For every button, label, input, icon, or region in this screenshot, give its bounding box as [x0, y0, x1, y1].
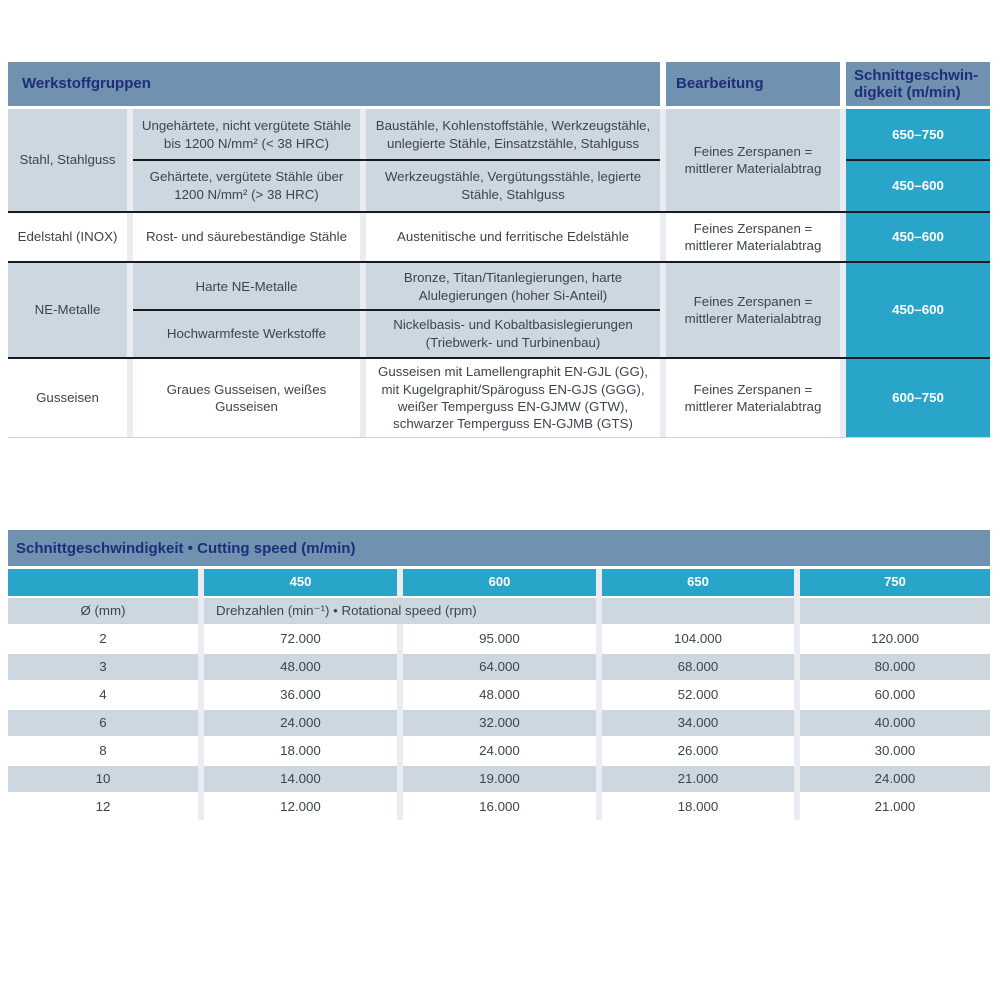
rpm-value: 40.000: [800, 710, 990, 736]
examples: Baustähle, Kohlenstoffstähle, Werkzeugstähle, unlegierte Stähle, Einsatzstähle, Stahlguss: [366, 109, 660, 160]
rpm-value: 30.000: [800, 738, 990, 764]
cutting-speed-table: [8, 530, 990, 820]
speed-value: 600–750: [846, 359, 990, 437]
table-row: [8, 766, 990, 792]
subgroup: Harte NE-Metalle: [133, 263, 360, 310]
speed-value: 450–600: [846, 160, 990, 211]
spacer-cell: [8, 569, 198, 596]
diameter-value: 2: [8, 626, 198, 652]
rpm-label: Drehzahlen (min⁻¹) • Rotational speed (rpm): [204, 598, 596, 624]
speed-column-650: 650: [602, 569, 794, 596]
speed-column-450: 450: [204, 569, 397, 596]
examples: Werkzeugstähle, Vergütungsstähle, legierte Stähle, Stahlguss: [366, 160, 660, 211]
diameter-value: 6: [8, 710, 198, 736]
rpm-value: 14.000: [204, 766, 397, 792]
rpm-value: 12.000: [204, 794, 397, 820]
rpm-value: 21.000: [602, 766, 794, 792]
subgroup: Hochwarmfeste Werkstoffe: [133, 310, 360, 357]
diameter-value: 4: [8, 682, 198, 708]
table-row: [8, 682, 990, 708]
rpm-value: 36.000: [204, 682, 397, 708]
rpm-value: 80.000: [800, 654, 990, 680]
processing: Feines Zerspanen = mittlerer Materialabtrag: [666, 213, 840, 261]
group-edelstahl: [8, 211, 990, 261]
rpm-value: 24.000: [204, 710, 397, 736]
rpm-label-row: [8, 598, 990, 624]
speed-column-750: 750: [800, 569, 990, 596]
table-row: [8, 710, 990, 736]
group-name: Edelstahl (INOX): [8, 213, 127, 261]
rpm-value: 32.000: [403, 710, 596, 736]
speed-column-600: 600: [403, 569, 596, 596]
processing: Feines Zerspanen = mittlerer Materialabtrag: [666, 263, 840, 357]
table-row: [8, 654, 990, 680]
rpm-value: 16.000: [403, 794, 596, 820]
subgroup: Ungehärtete, nicht vergütete Stähle bis 1200 N/mm² (< 38 HRC): [133, 109, 360, 160]
rpm-value: 48.000: [204, 654, 397, 680]
rpm-value: 18.000: [602, 794, 794, 820]
subgroup: Graues Gusseisen, weißes Gusseisen: [133, 359, 360, 437]
examples: Gusseisen mit Lamellengraphit EN-GJL (GG), mit Kugelgraphit/Späroguss EN-GJS (GGG), weißer Temperguss EN-GJMW (GTW), schwarzer Temperguss EN-GJMB (GTS): [366, 359, 660, 437]
diameter-label: Ø (mm): [8, 598, 198, 624]
group-stahl: [8, 109, 990, 211]
rpm-value: 64.000: [403, 654, 596, 680]
table2-title: Schnittgeschwindigkeit • Cutting speed (m/min): [8, 530, 990, 566]
examples: Austenitische und ferritische Edelstähle: [366, 213, 660, 261]
speed-value: 450–600: [846, 263, 990, 357]
table-row: [8, 738, 990, 764]
rpm-value: 120.000: [800, 626, 990, 652]
rpm-value: 34.000: [602, 710, 794, 736]
diameter-value: 8: [8, 738, 198, 764]
header-cutting-speed: Schnittgeschwin-digkeit (m/min): [846, 62, 990, 106]
group-name: NE-Metalle: [8, 263, 127, 357]
rpm-value: 60.000: [800, 682, 990, 708]
rpm-value: 26.000: [602, 738, 794, 764]
subgroup: Gehärtete, vergütete Stähle über 1200 N/mm² (> 38 HRC): [133, 160, 360, 211]
processing: Feines Zerspanen = mittlerer Materialabtrag: [666, 359, 840, 437]
examples: Bronze, Titan/Titanlegierungen, harte Alulegierungen (hoher Si-Anteil): [366, 263, 660, 310]
rpm-value: 18.000: [204, 738, 397, 764]
speed-value: 450–600: [846, 213, 990, 261]
rpm-value: 95.000: [403, 626, 596, 652]
diameter-value: 10: [8, 766, 198, 792]
table1-header-row: [8, 62, 990, 106]
rpm-value: 72.000: [204, 626, 397, 652]
rpm-value: 21.000: [800, 794, 990, 820]
speed-value: 650–750: [846, 109, 990, 160]
rpm-value: 24.000: [403, 738, 596, 764]
rpm-value: 48.000: [403, 682, 596, 708]
header-materials: Werkstoffgruppen: [8, 62, 660, 106]
group-name: Stahl, Stahlguss: [8, 109, 127, 211]
diameter-value: 3: [8, 654, 198, 680]
speed-header-row: [8, 569, 990, 596]
rpm-value: 19.000: [403, 766, 596, 792]
table2-body: [8, 569, 990, 820]
rpm-value: 52.000: [602, 682, 794, 708]
spacer-cell: [602, 598, 794, 624]
group-ne-metalle: [8, 261, 990, 357]
material-groups-table: [8, 62, 990, 438]
header-processing: Bearbeitung: [666, 62, 840, 106]
rpm-value: 24.000: [800, 766, 990, 792]
diameter-value: 12: [8, 794, 198, 820]
examples: Nickelbasis- und Kobaltbasislegierungen (Triebwerk- und Turbinenbau): [366, 310, 660, 357]
table-row: [8, 794, 990, 820]
subgroup: Rost- und säurebeständige Stähle: [133, 213, 360, 261]
processing: Feines Zerspanen = mittlerer Materialabtrag: [666, 109, 840, 211]
group-gusseisen: [8, 357, 990, 438]
spacer-cell: [800, 598, 990, 624]
rpm-value: 104.000: [602, 626, 794, 652]
table-row: [8, 626, 990, 652]
group-name: Gusseisen: [8, 359, 127, 437]
rpm-value: 68.000: [602, 654, 794, 680]
